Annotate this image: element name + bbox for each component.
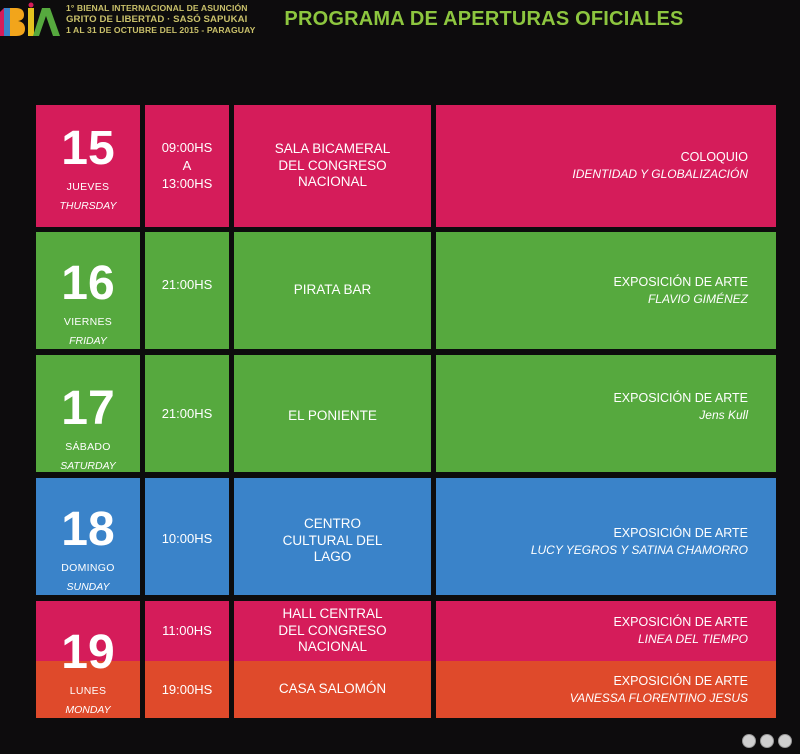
- weekday-en: SUNDAY: [66, 581, 110, 593]
- venue-line: SALA BICAMERAL: [274, 141, 391, 157]
- logo-line-1: 1° BIENAL INTERNACIONAL DE ASUNCIÓN: [66, 3, 248, 13]
- time-start: 10:00HS: [161, 531, 213, 546]
- event-title: EXPOSICIÓN DE ARTE: [613, 391, 748, 405]
- event-cell: [436, 661, 776, 718]
- venue-cell: [234, 601, 431, 661]
- venue-line: CENTRO: [304, 516, 361, 531]
- day-number: 19: [61, 626, 115, 679]
- event-cell: [436, 601, 776, 661]
- time-start: 21:00HS: [161, 406, 213, 421]
- time-start: 21:00HS: [161, 277, 213, 292]
- weekday-es: SÁBADO: [65, 441, 111, 453]
- page-title: PROGRAMA DE APERTURAS OFICIALES: [284, 8, 684, 30]
- event-subtitle: Jens Kull: [699, 408, 748, 422]
- event-subtitle: LINEA DEL TIEMPO: [637, 632, 748, 646]
- venue-line: NACIONAL: [297, 174, 368, 190]
- time-separator: A: [182, 158, 192, 173]
- day-cell-17: [36, 355, 140, 472]
- event-cell: [436, 105, 776, 227]
- venue-line: PIRATA BAR: [293, 282, 372, 298]
- venue-line: LAGO: [313, 549, 352, 564]
- event-title: EXPOSICIÓN DE ARTE: [613, 526, 748, 540]
- venue-line: NACIONAL: [297, 639, 368, 655]
- weekday-es: JUEVES: [66, 181, 110, 193]
- venue-line: CULTURAL DEL: [282, 532, 383, 548]
- circle-icon: [760, 734, 774, 748]
- time-start: 11:00HS: [162, 623, 212, 638]
- venue-cell: [234, 232, 431, 349]
- venue-line: DEL CONGRESO: [278, 622, 387, 638]
- venue-cell: [234, 478, 431, 595]
- day-cell-18: [36, 478, 140, 595]
- weekday-en: FRIDAY: [69, 335, 107, 347]
- time-start: 09:00HS: [161, 140, 213, 155]
- event-title: COLOQUIO: [680, 150, 748, 164]
- circle-icon: [742, 734, 756, 748]
- time-cell: [145, 661, 229, 718]
- venue-line: DEL CONGRESO: [278, 157, 387, 173]
- event-subtitle: VANESSA FLORENTINO JESUS: [569, 690, 748, 705]
- venue-cell: [234, 355, 431, 472]
- venue-line: HALL CENTRAL: [282, 606, 383, 622]
- logo-line-3: 1 AL 31 DE OCTUBRE DEL 2015 - PARAGUAY: [66, 25, 256, 35]
- weekday-en: THURSDAY: [59, 200, 117, 212]
- venue-line: CASA SALOMÓN: [278, 681, 387, 697]
- event-title: EXPOSICIÓN DE ARTE: [613, 615, 748, 629]
- day-number: 16: [61, 257, 115, 310]
- day-number: 15: [61, 122, 115, 175]
- day-number: 18: [61, 503, 115, 556]
- event-cell: [436, 478, 776, 595]
- time-end: 13:00HS: [161, 176, 213, 191]
- event-subtitle: LUCY YEGROS Y SATINA CHAMORRO: [530, 543, 748, 557]
- venue-line: EL PONIENTE: [288, 408, 377, 423]
- day-cell-19-content: [36, 601, 140, 718]
- time-cell: [145, 232, 229, 349]
- weekday-es: LUNES: [69, 685, 107, 697]
- event-cell: [436, 355, 776, 472]
- venue-cell: [234, 105, 431, 227]
- weekday-en: MONDAY: [65, 704, 111, 716]
- bienal-logo: [0, 2, 62, 42]
- time-cell: [145, 355, 229, 472]
- weekday-en: SATURDAY: [60, 460, 116, 472]
- time-start: 19:00HS: [161, 681, 213, 697]
- event-title: EXPOSICIÓN DE ARTE: [613, 673, 748, 688]
- decorative-circles: [742, 734, 792, 748]
- circle-icon: [778, 734, 792, 748]
- bienal-logo-text: [66, 3, 256, 36]
- time-cell: [145, 601, 229, 661]
- day-cell-16: [36, 232, 140, 349]
- day-cell-15: [36, 105, 140, 227]
- day-number: 17: [61, 382, 115, 435]
- time-cell: [145, 105, 229, 227]
- weekday-es: VIERNES: [63, 316, 113, 328]
- event-cell: [436, 232, 776, 349]
- logo-line-2: GRITO DE LIBERTAD · SASÓ SAPUKAI: [66, 14, 248, 25]
- time-cell: [145, 478, 229, 595]
- weekday-es: DOMINGO: [61, 562, 115, 574]
- event-title: EXPOSICIÓN DE ARTE: [613, 274, 748, 289]
- event-subtitle: IDENTIDAD Y GLOBALIZACIÓN: [572, 167, 748, 181]
- event-subtitle: FLAVIO GIMÉNEZ: [647, 291, 748, 306]
- venue-cell: [234, 661, 431, 718]
